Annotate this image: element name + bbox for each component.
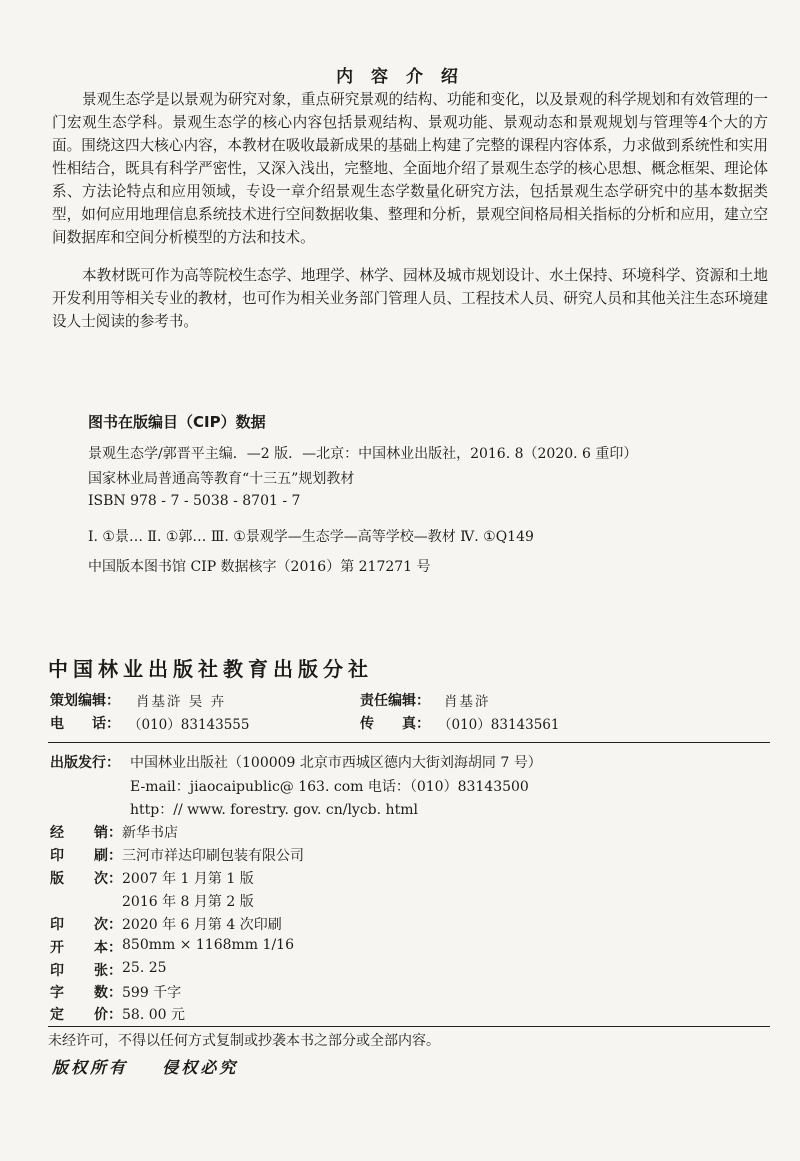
divider-top — [48, 742, 770, 743]
format-label: 开 本： — [50, 940, 122, 956]
word-count-value: 599 千字 — [122, 985, 182, 1001]
planning-editor-label: 策划编辑： — [50, 693, 120, 709]
printer-value: 三河市祥达印刷包装有限公司 — [122, 848, 304, 864]
publisher-label: 出版发行： — [50, 755, 120, 771]
cip-classification-line: Ⅰ. ①景… Ⅱ. ①郭… Ⅲ. ①景观学—生态学—高等学校—教材 Ⅳ. ①Q149 — [88, 529, 534, 545]
printer-label: 印 刷： — [50, 848, 122, 864]
edition-label: 版 次： — [50, 871, 122, 887]
printing-label: 印 次： — [50, 917, 122, 933]
intro-title: 内 容 介 绍 — [336, 67, 464, 87]
sheets-value: 25. 25 — [122, 960, 167, 976]
intro-paragraph-1: 景观生态学是以景观为研究对象，重点研究景观的结构、功能和变化，以及景观的科学规划和有效管理的一门宏观生态学科。景观生态学的核心内容包括景观结构、景观功能、景观动态和景观规划与管理等4个大的方面。围绕这四大核心内容，本教材在吸收最新成果的基础上构建了完整的课程内容体系，力求做到系统性和实用性相结合，既具有科学严密性，又深入浅出，完整地、全面地介绍了景观生态学的核心思想、概念框架、理论体系、方法论特点和应用领域，专设一章介绍景观生态学数量化研究方法，包括景观生态学研究中的基本数据类型，如何应用地理信息系统技术进行空间数据收集、整理和分析，景观空间格局相关指标的分析和应用，建立空间数据库和空间分析模型的方法和技术。 — [52, 91, 768, 246]
distributor-value: 新华书店 — [122, 825, 178, 841]
responsible-editor-label: 责任编辑： — [360, 693, 430, 709]
publisher-email-phone: E-mail：jiaocaipublic@ 163. com 电话：（010）83143500 — [130, 779, 529, 795]
sheets-label: 印 张： — [50, 963, 122, 979]
phone-value: （010）83143555 — [128, 717, 250, 733]
cip-isbn-line: ISBN 978 - 7 - 5038 - 8701 - 7 — [88, 493, 301, 509]
intro-paragraph-2: 本教材既可作为高等院校生态学、地理学、林学、园林及城市规划设计、水土保持、环境科学、资源和土地开发利用等相关专业的教材，也可作为相关业务部门管理人员、工程技术人员、研究人员和其他关注生态环境建设人士阅读的参考书。 — [52, 267, 768, 330]
price-value: 58. 00 元 — [122, 1007, 185, 1023]
price-label: 定 价： — [50, 1007, 122, 1023]
fax-value: （010）83143561 — [438, 717, 560, 733]
publisher-website: http：// www. forestry. gov. cn/lycb. html — [130, 802, 418, 818]
planning-editor-value: 肖基浒 吴 卉 — [136, 694, 227, 710]
edition-value-second: 2016 年 8 月第 2 版 — [122, 894, 254, 910]
all-rights-reserved: 版权所有 侵权必究 — [52, 1058, 239, 1077]
distributor-label: 经 销： — [50, 825, 122, 841]
fax-label: 传 真： — [360, 716, 430, 732]
printing-value: 2020 年 6 月第 4 次印刷 — [122, 917, 282, 933]
copyright-notice: 未经许可，不得以任何方式复制或抄袭本书之部分或全部内容。 — [48, 1033, 440, 1049]
word-count-label: 字 数： — [50, 985, 122, 1001]
publisher-department-name: 中国林业出版社教育出版分社 — [48, 657, 373, 681]
cip-heading: 图书在版编目（CIP）数据 — [88, 413, 266, 431]
cip-bibliographic-line: 景观生态学/郭晋平主编．—2 版．—北京：中国林业出版社，2016. 8（2020. 6 重印） — [88, 446, 638, 462]
format-value: 850mm × 1168mm 1/16 — [122, 937, 294, 953]
cip-record-number-line: 中国版本图书馆 CIP 数据核字（2016）第 217271 号 — [88, 559, 431, 575]
cip-series-line: 国家林业局普通高等教育“十三五”规划教材 — [88, 471, 355, 487]
edition-value-first: 2007 年 1 月第 1 版 — [122, 871, 254, 887]
responsible-editor-value: 肖基浒 — [444, 694, 491, 710]
publisher-address: 中国林业出版社（100009 北京市西城区德内大街刘海胡同 7 号） — [130, 755, 542, 771]
divider-bottom — [48, 1026, 770, 1027]
phone-label: 电 话： — [50, 716, 120, 732]
